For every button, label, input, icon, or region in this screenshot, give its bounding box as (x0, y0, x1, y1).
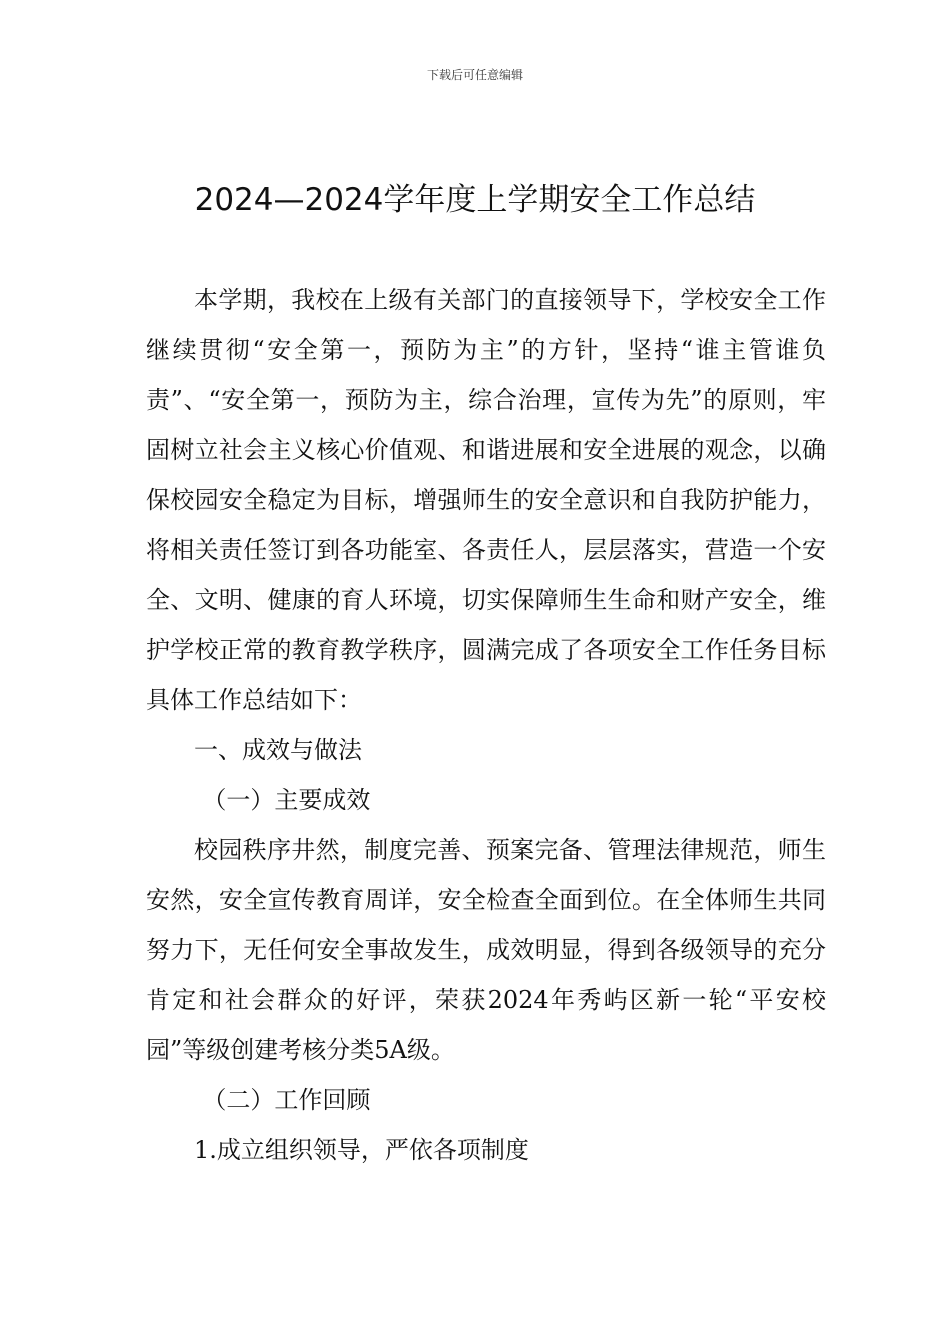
subsection-heading-work-review: （二）工作回顾 (202, 1086, 371, 1114)
subsection-heading-main-results: （一）主要成效 (202, 786, 371, 814)
intro-paragraph: 本学期，我校在上级有关部门的直接领导下，学校安全工作继续贯彻“安全第一，预防为主”的方针，坚持“谁主管谁负责”、“安全第一，预防为主，综合治理，宣传为先”的原则，牢固树立社会主义核心价值观、和谐进展和安全进展的观念，以确保校园安全稳定为目标，增强师生的安全意识和自我防护能力，将相关责任签订到各功能室、各责任人，层层落实，营造一个安全、文明、健康的育人环境，切实保障师生生命和财产安全，维护学校正常的教育教学秩序，圆满完成了各项安全工作任务目标具体工作总结如下： (146, 286, 826, 714)
main-results-paragraph: 校园秩序井然，制度完善、预案完备、管理法律规范，师生安然，安全宣传教育周详，安全检查全面到位。在全体师生共同努力下，无任何安全事故发生，成效明显，得到各级领导的充分肯定和社会群众的好评，荣获2024年秀屿区新一轮“平安校园”等级创建考核分类5A级。 (146, 836, 826, 1064)
section-heading-results-and-methods: 一、成效与做法 (194, 736, 362, 764)
numbered-item-1: 1.成立组织领导，严依各项制度 (194, 1136, 529, 1164)
document-body (146, 275, 826, 1175)
document-title: 2024—2024学年度上学期安全工作总结 (194, 182, 756, 218)
page-header-note: 下载后可任意编辑 (426, 68, 523, 82)
